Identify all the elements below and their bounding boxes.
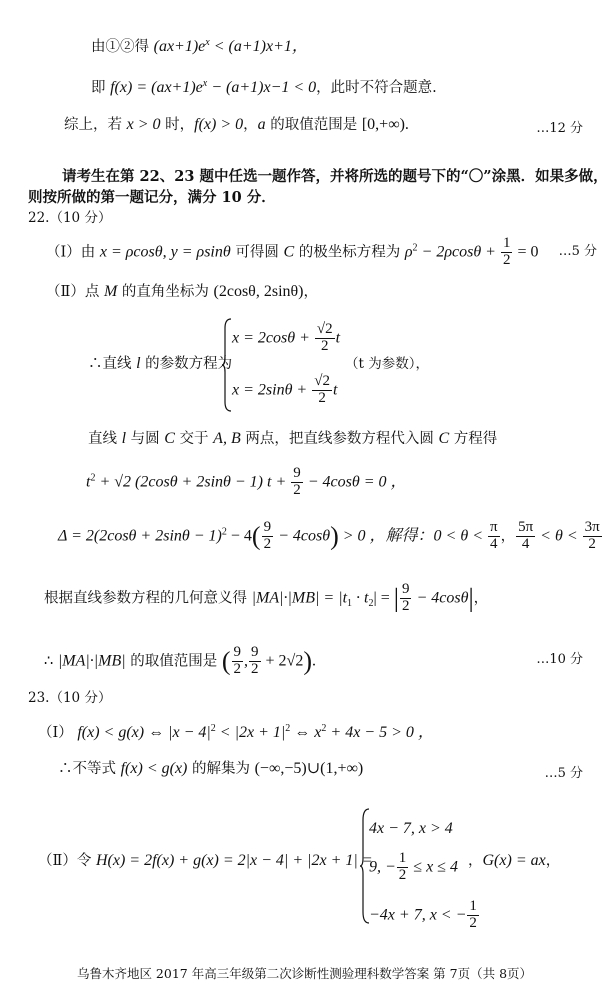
text: 的取值范围是 [265,117,362,133]
math: G(x) = ax [482,852,546,869]
numerator: √2 [316,321,333,337]
math: < (a+1)x+1， [209,37,308,55]
text: ， [243,117,258,133]
paren: ( [251,521,261,551]
math: −4x + 7, x < − [369,906,467,924]
text: ∴ [44,653,58,670]
math: t [335,329,341,347]
param-row-1 [232,322,340,355]
text: 的极坐标方程为 [294,244,405,261]
math: C [164,430,175,447]
text: 根据直线参数方程的几何意义得 [44,590,252,607]
fraction [315,322,335,355]
numerator: 3π [584,519,600,535]
text: ∴不等式 [58,761,121,777]
param-row-2 [232,374,337,407]
fraction [397,851,409,884]
line-1 [91,33,308,57]
numerator: 1 [502,235,511,251]
fraction [488,520,500,553]
paren: ) [330,521,339,551]
math-sub: 1 [347,598,353,610]
line-range [44,645,316,678]
math: x = 2sinθ + [232,381,312,399]
fraction [583,520,602,553]
text: 的取值范围是 [125,653,222,670]
numerator: √2 [314,373,330,389]
math: a [257,116,266,133]
question-22-header: 22.（10 分） [28,210,112,226]
math: , [244,652,249,670]
math: · t [352,589,369,607]
paren: ) [303,646,313,676]
math: [0,+∞). [361,116,409,133]
math: C [438,430,450,447]
fraction [467,899,479,932]
math: (−∞,−5)∪(1,+∞) [254,760,364,777]
text: ，此时不符合题意. [316,79,437,96]
text: 交于 [174,431,214,447]
text: 的解集为 [187,761,255,777]
paren: ( [221,646,231,676]
line-intersect [88,429,497,449]
text: 综上，若 [64,117,127,133]
line-discriminant [58,520,603,553]
text: 直线 [88,431,122,447]
text: ， [500,528,516,545]
math: − 2ρcosθ + [417,243,500,261]
fraction [501,236,513,269]
math: − 4 [226,527,252,545]
score-mark: …10 分 [536,652,583,667]
numerator: 1 [398,850,407,866]
math: M [103,283,118,300]
text: 由①②得 [91,38,149,55]
denominator: 4 [490,535,498,552]
piece-row-2 [369,851,458,884]
math: x = 2cosθ + [232,329,314,347]
math-sup: x [205,37,210,48]
math: |MA|·|MB| = |t [251,589,348,607]
abs-bar: | [393,583,399,613]
fraction [400,582,412,615]
text: 即 [91,79,111,96]
math-sub: 2 [368,598,374,610]
line-geometric [44,582,488,615]
math: ≤ x ≤ 4 [409,858,458,876]
score-mark: …5 分 [558,244,597,259]
instruction-line-1: 请考生在第 22、23 题中任选一题作答，并将所选的题号下的“〇”涂黑．如果多做， [62,168,608,185]
numerator: 9 [263,519,272,535]
math: = 0 [513,243,539,261]
math: l [136,355,141,372]
math: x > 0 [126,116,161,133]
score-mark: …5 分 [544,766,583,781]
param-note: （t 为参数）， [345,356,429,372]
line-23-3-tail [468,851,560,871]
math: + 2√2 [261,652,304,670]
fraction [262,520,274,553]
numerator: 1 [469,898,477,914]
fraction [516,520,535,553]
line-2 [91,74,437,98]
denominator: 2 [251,660,259,677]
denominator: 2 [469,914,477,931]
text: 可得圆 [230,244,284,261]
math: (ax+1)e [153,37,206,55]
math: C [283,243,295,261]
math: − 4cosθ = 0 ， [303,473,407,491]
math: t [332,381,338,399]
numerator: 9 [293,465,301,481]
text: 时， [160,117,195,133]
line-22-2 [46,282,318,302]
math-sup: 2 [412,242,418,254]
text: ， [545,853,561,869]
math: t [86,473,91,491]
math-sup: 2 [90,472,96,484]
math: 4x − 7, x > 4 [369,820,453,837]
denominator: 2 [401,597,410,614]
text: 方程得 [449,431,498,447]
denominator: 2 [318,389,326,406]
text: ∴直线 [88,356,137,372]
math-sup: 2 [221,526,227,538]
math: H(x) = 2f(x) + g(x) = 2|x − 4| + |2x + 1| = [95,852,373,869]
fraction [249,645,261,678]
line-23-2 [58,759,363,779]
text: 与圆 [126,431,165,447]
math: + 4x − 5 > 0 ， [326,723,434,741]
denominator: 2 [321,337,329,354]
text: （Ⅰ） [38,724,78,741]
math: < |2x + 1| [215,723,286,741]
line-23-1 [38,719,434,743]
line-3 [64,115,409,135]
math: f(x) = (ax+1)e [110,78,203,96]
math-sup: 2 [285,723,291,734]
text: （Ⅱ）点 [46,284,104,300]
text: （Ⅰ）由 [46,244,100,261]
math: . [312,652,317,670]
numerator: 9 [401,581,410,597]
math: |MA|·|MB| [57,652,126,670]
numerator: 5π [518,519,534,535]
denominator: 2 [398,866,407,883]
denominator: 4 [521,535,530,552]
math: x = ρcosθ, y = ρsinθ [99,243,231,261]
numerator: 9 [233,644,242,660]
math: ⇔ x [290,723,322,741]
math: + √2 (2cosθ + 2sinθ − 1) t + [95,473,291,491]
fraction [232,645,244,678]
fraction [312,374,332,407]
numerator: π [490,519,498,535]
math: l [121,430,127,447]
math: < θ < [536,527,582,545]
question-23-header: 23.（10 分） [28,690,112,706]
math: f(x) < g(x) ⇔ |x − 4| [77,723,211,741]
text: ， [468,853,483,869]
text: 的参数方程为 [140,356,233,372]
page-footer: 乌鲁木齐地区 2017 年高三年级第二次诊断性测验理科数学答案 第 7页（共 8页） [76,966,533,981]
numerator: 9 [251,644,259,660]
fraction [291,466,303,499]
text: 的直角坐标为 [117,284,214,300]
math: A, B [213,430,241,447]
line-22-1 [46,236,539,269]
abs-bar: | [468,583,474,613]
math: > 0 ，解得：0 < θ < [338,527,487,545]
math-sup: x [202,78,208,89]
math-sup: 2 [210,723,216,734]
piece-row-3 [369,899,480,932]
text: ， [303,284,318,300]
line-23-3 [38,851,373,871]
instruction-line-2: 则按所做的第一题记分，满分 10 分． [28,189,276,206]
math: − (a+1)x−1 < 0 [207,78,317,96]
math: ρ [404,243,413,261]
math: − 4cosθ [412,589,469,607]
text: （Ⅱ）令 [38,853,96,869]
denominator: 2 [502,251,511,268]
param-label [88,354,232,374]
denominator: 2 [233,660,242,677]
line-quadratic [86,466,407,499]
score-mark: …12 分 [536,121,583,136]
math: Δ = 2(2cosθ + 2sinθ − 1) [58,527,222,545]
math: | = [373,589,394,607]
text: ， [473,590,489,607]
piece-row-1 [369,819,453,839]
math-sup: 2 [321,723,327,734]
math: 9, − [369,858,396,876]
math: − 4cosθ [274,527,331,545]
math: (2cosθ, 2sinθ) [213,283,304,300]
denominator: 2 [588,535,596,552]
denominator: 2 [263,535,272,552]
denominator: 2 [293,481,301,498]
math: f(x) < g(x) [120,760,188,777]
math: f(x) > 0 [194,116,244,133]
text: 两点，把直线参数方程代入圆 [240,431,439,447]
